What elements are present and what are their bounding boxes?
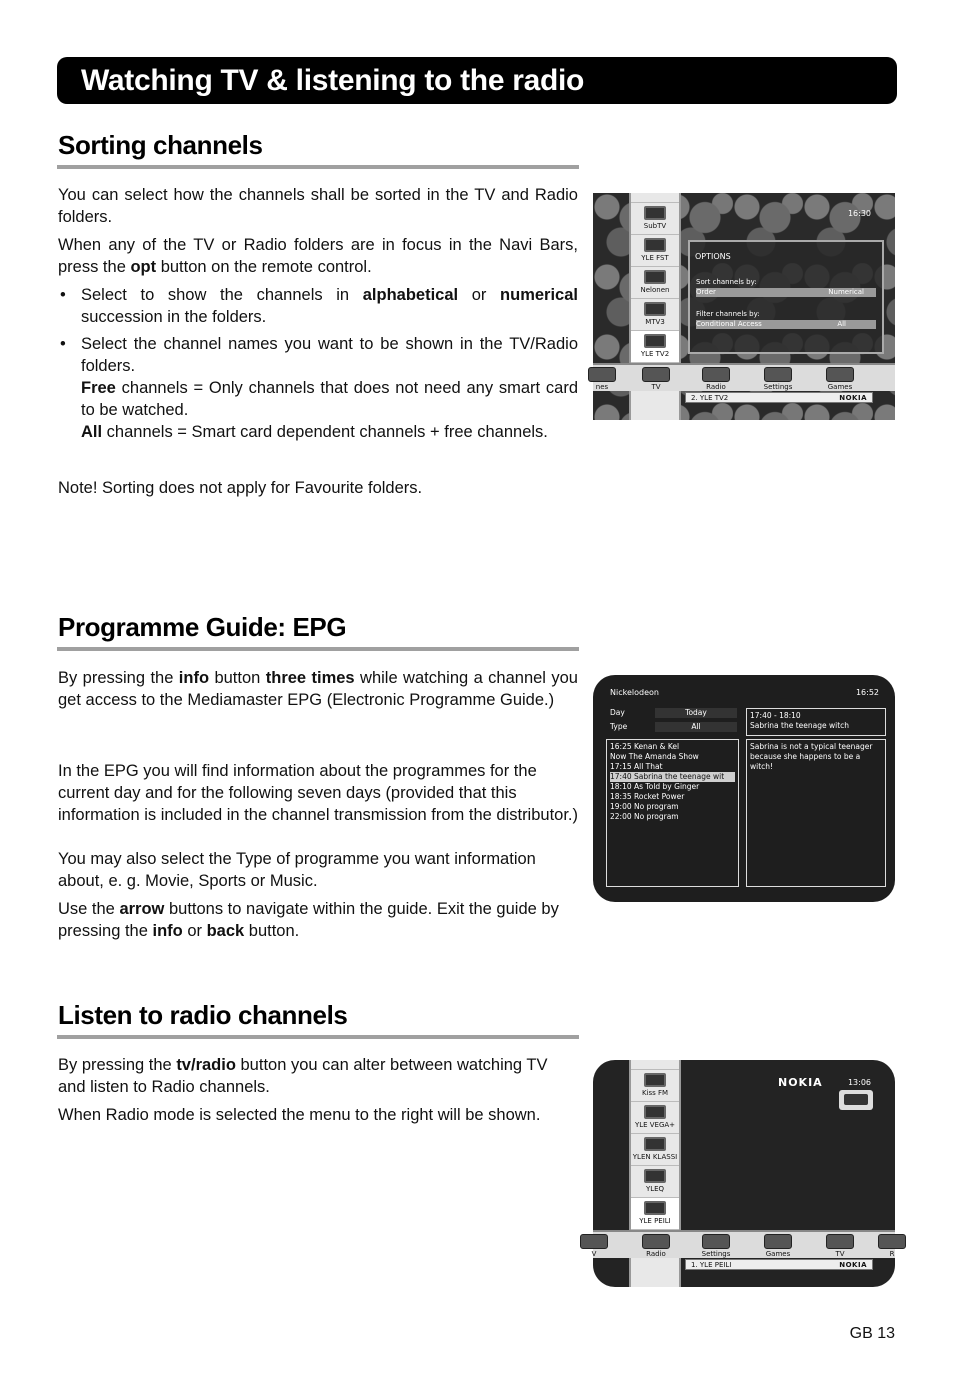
sort-option[interactable]: Order Numerical [696,288,876,297]
status-bar: 2. YLE TV2 NOKIA [685,392,873,403]
radio-p2: When Radio mode is selected the menu to the right will be shown. [58,1106,541,1124]
type-selector[interactable]: All [655,722,737,732]
radio-navi-bar [593,1230,895,1258]
tv-icon [580,1234,608,1249]
programme-row[interactable]: 16:25 Kenan & Kel [610,742,680,751]
radio-status-bar: 1. YLE PEILI NOKIA [685,1259,873,1270]
radio-icon [702,367,730,382]
radio-p1: By pressing the tv/radio button you can alter between watching TV and listen to Radio channels. [58,1056,548,1096]
page-title: Watching TV & listening to the radio [57,57,897,104]
bullet-filter: • Select the channel names you want to be shown in the TV/Radio folders. Free channels = Only channels that does not need any smart card to be watched. All channels = Smart card dependent channels + free channels. [58,333,578,443]
detail-header [746,708,886,736]
radio-rule [57,1035,579,1039]
radio-clock: 13:06 [847,1078,871,1087]
gear-icon [702,1234,730,1249]
options-screenshot [593,193,895,420]
programme-list [606,739,739,887]
page-number: GB 13 [849,1325,895,1342]
nav-radio[interactable]: Radio [689,367,743,391]
channel-label: MTV3 [645,318,665,326]
epg-p2: In the EPG you will find information about the programmes for the current day and for the following seven days (provided that this information is included in the channel transmission from the distributor.) [58,762,578,824]
sorting-rule [57,165,579,169]
channel-label: YLE TV2 [640,350,670,358]
day-label: Day [610,708,625,717]
radio-icon [644,1105,666,1119]
channel-label: Nelonen [640,286,670,294]
gear-icon [764,367,792,382]
radio-icon [878,1234,906,1249]
epg-clock: 16:52 [855,688,879,697]
tv-icon [642,367,670,382]
epg-channel-name: Nickelodeon [610,688,659,697]
sorting-heading: Sorting channels [58,130,263,160]
tv-icon [644,206,666,220]
tv-icon [644,270,666,284]
nav-games-partial[interactable]: nes [575,367,629,391]
programme-row[interactable]: 18:35 Rocket Power [610,792,685,801]
sorting-bullets [58,284,578,443]
sort-label: Sort channels by: [696,278,757,286]
radio-icon [644,1201,666,1215]
channel-label: YLE FST [641,254,669,262]
channel-label: YLE PEILI [639,1217,671,1225]
channel-label: YLEQ [645,1185,665,1193]
tv-icon [644,238,666,252]
detail-time: 17:40 - 18:10 [750,711,801,720]
radio-screenshot [593,1060,895,1287]
sorting-p2: When any of the TV or Radio folders are in focus in the Navi Bars, press the opt button on the remote control. [58,236,578,276]
tv-icon [644,302,666,316]
clock-text: 16:30 [847,209,871,218]
channel-label: SubTV [643,222,667,230]
nav-radio-partial[interactable]: R [865,1234,919,1258]
nav-tv[interactable]: TV [813,1234,867,1258]
channel-label: Kiss FM [641,1089,669,1097]
tv-icon [826,1234,854,1249]
radio-icon [642,1234,670,1249]
programme-row[interactable]: 22:00 No program [610,812,679,821]
filter-label: Filter channels by: [696,310,760,318]
bullet-sort-order: • Select to show the channels in alphabetical or numerical succession in the folders. [58,284,578,328]
radio-icon [644,1137,666,1151]
channel-label: YLEN KLASSI [632,1153,678,1161]
programme-row[interactable]: 17:15 All That [610,762,663,771]
radio-icon [644,1073,666,1087]
radio-icon [839,1090,873,1110]
nav-games[interactable]: Games [751,1234,805,1258]
navi-bar [593,363,895,391]
programme-row[interactable]: 18:10 As Told by Ginger [610,782,700,791]
sorting-p1: You can select how the channels shall be sorted in the TV and Radio folders. [58,186,578,226]
options-dialog [688,240,884,354]
programme-row[interactable]: Now The Amanda Show [610,752,699,761]
nav-tv[interactable]: TV [629,367,683,391]
description-box [746,739,886,887]
detail-title: Sabrina the teenage witch [750,721,850,730]
sorting-note: Note! Sorting does not apply for Favourite folders. [58,479,423,497]
epg-screenshot [593,675,895,902]
channel-label: YLE VEGA+ [634,1121,676,1129]
radio-icon [644,1169,666,1183]
epg-heading: Programme Guide: EPG [58,612,347,642]
nav-radio[interactable]: Radio [629,1234,683,1258]
epg-p1: By pressing the info button three times while watching a channel you get access to the Mediamaster EPG (Electronic Programme Guide.) [58,669,578,709]
filter-option[interactable]: Conditional Access All [696,320,876,329]
programme-row-selected[interactable]: 17:40 Sabrina the teenage wit [610,772,735,782]
gamepad-icon [588,367,616,382]
nav-settings[interactable]: Settings [689,1234,743,1258]
programme-row[interactable]: 19:00 No program [610,802,679,811]
type-label: Type [610,722,628,731]
epg-p3: You may also select the Type of programme you want information about, e. g. Movie, Sports or Music. [58,850,536,890]
tv-icon [644,334,666,348]
nav-games[interactable]: Games [813,367,867,391]
epg-rule [57,647,579,651]
gamepad-icon [764,1234,792,1249]
sorting-text [58,184,578,448]
epg-p4: Use the arrow buttons to navigate within the guide. Exit the guide by pressing the info or back button. [58,900,559,940]
options-title: OPTIONS [695,252,731,261]
radio-heading: Listen to radio channels [58,1000,348,1030]
gamepad-icon [826,367,854,382]
day-selector[interactable]: Today [655,708,737,718]
description-text: Sabrina is not a typical teenager because she happens to be a witch! [750,742,873,771]
nav-tv-partial[interactable]: V [567,1234,621,1258]
nav-settings[interactable]: Settings [751,367,805,391]
brand-logo: NOKIA [778,1076,823,1089]
